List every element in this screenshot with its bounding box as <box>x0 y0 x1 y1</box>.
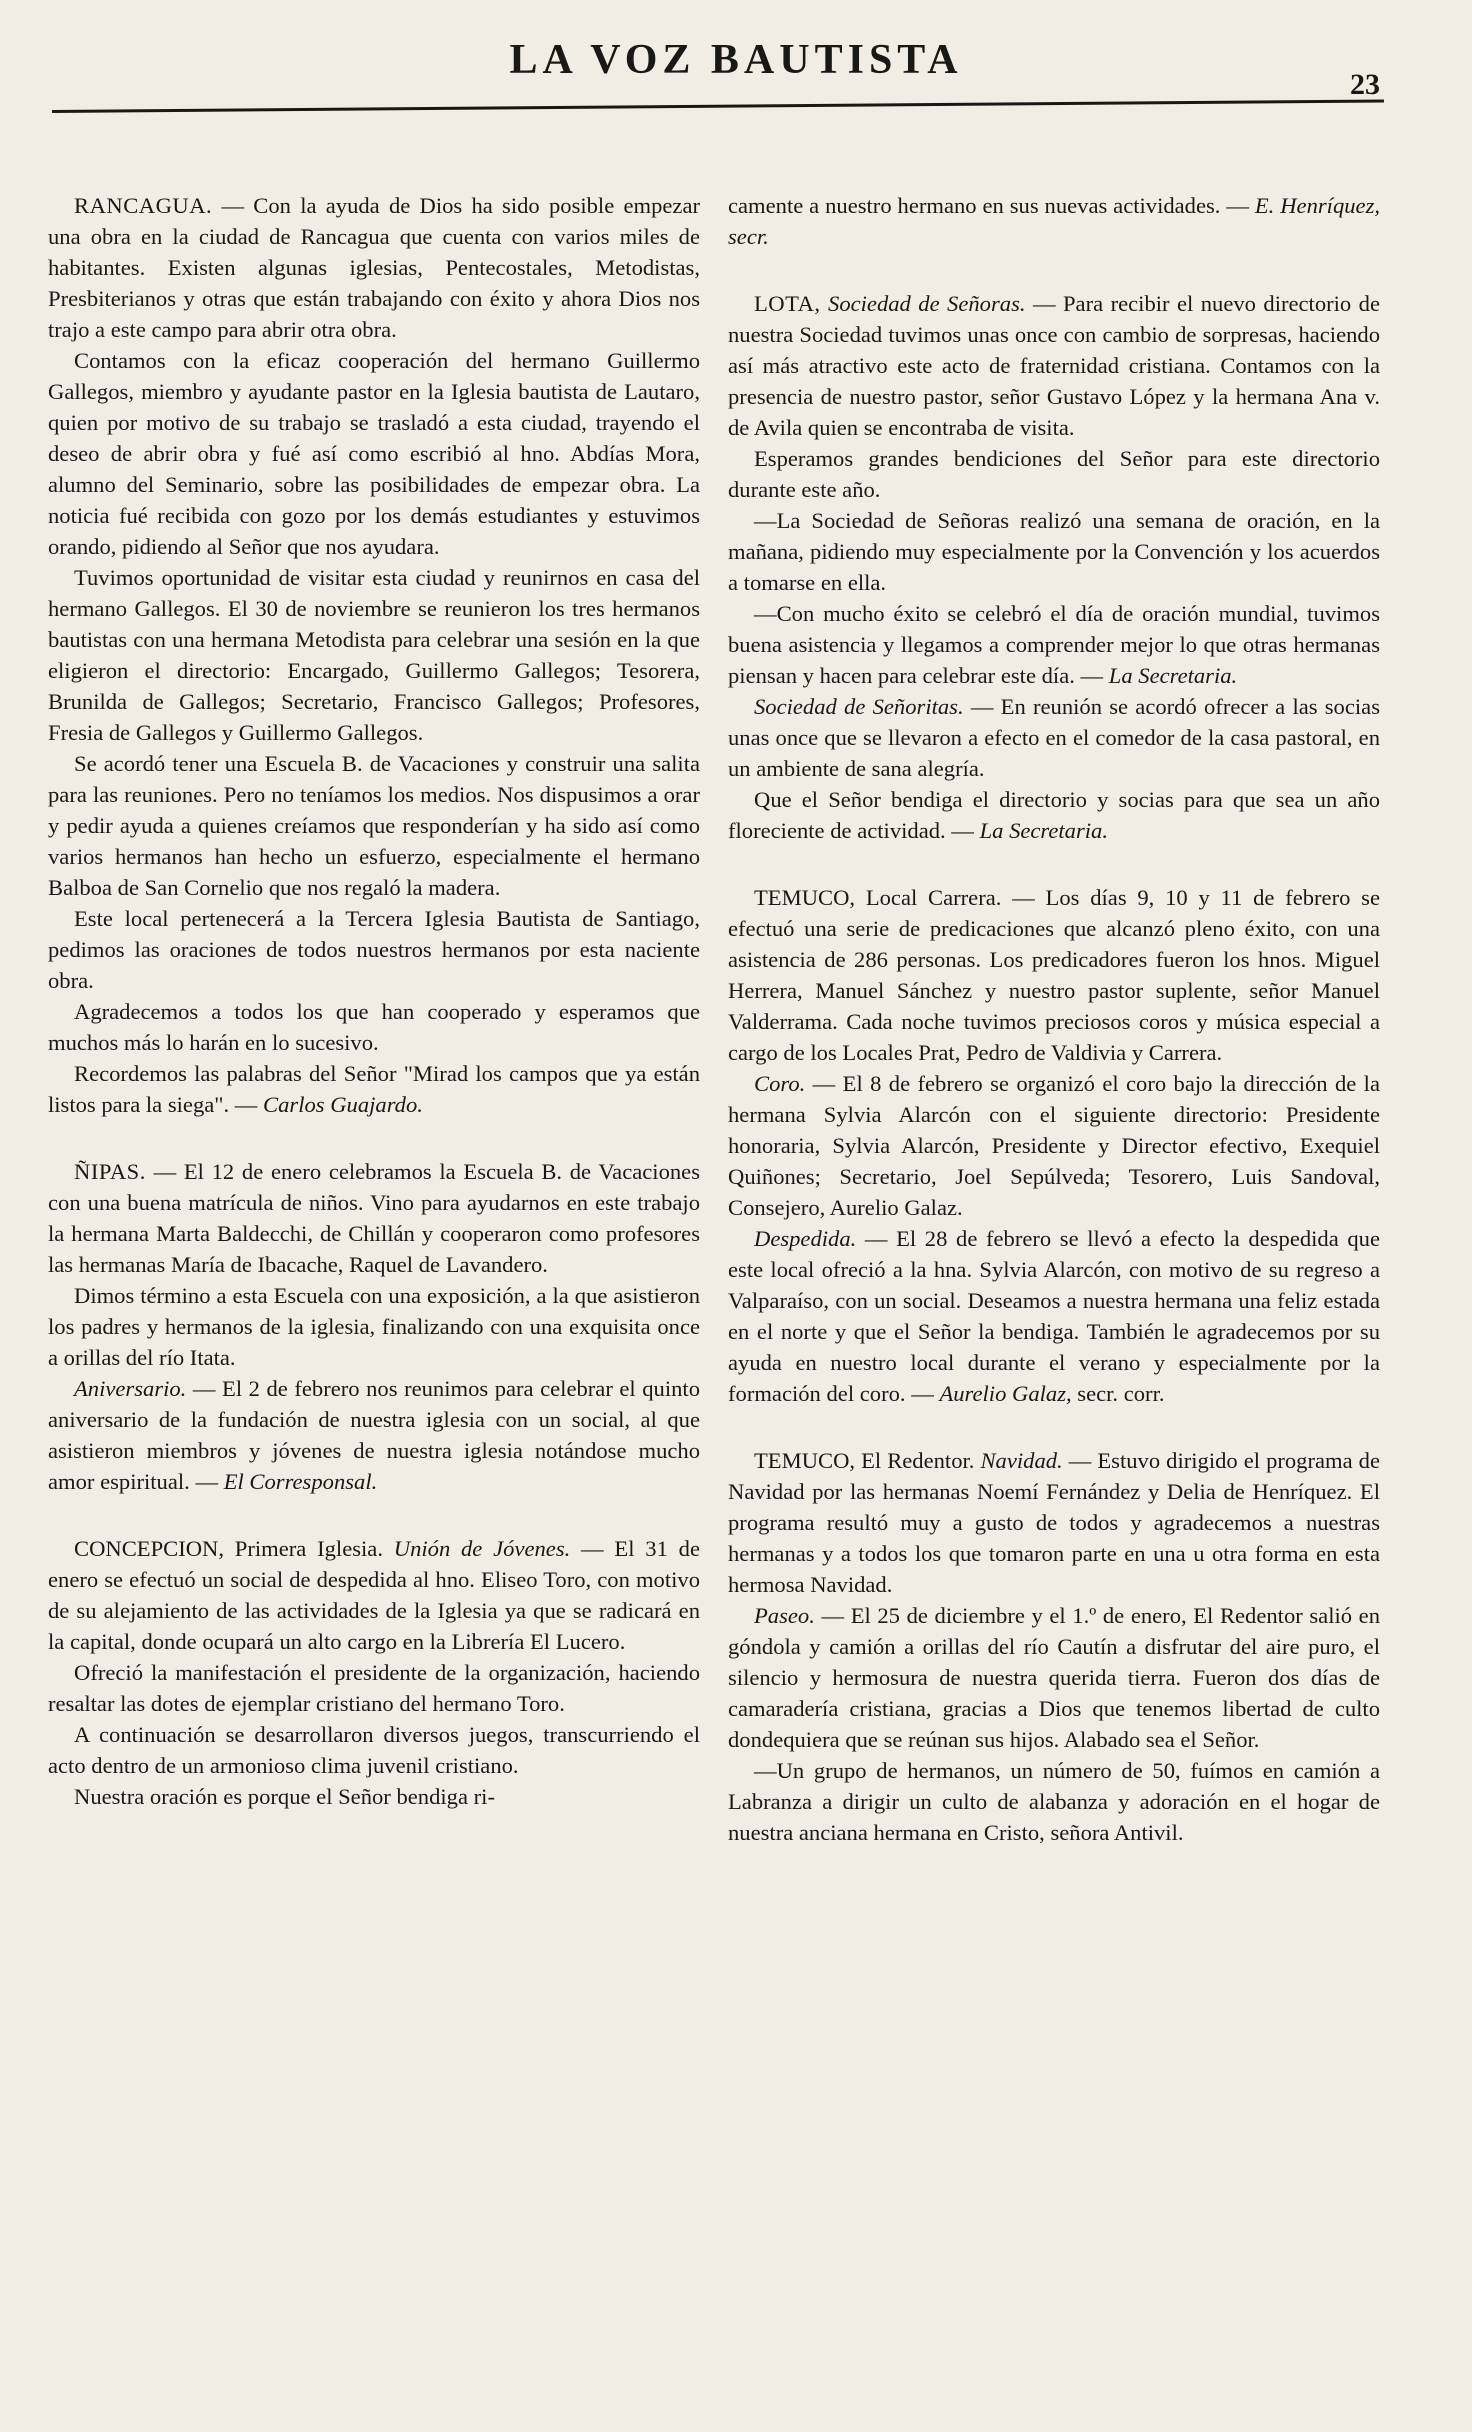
rancagua-heading: RANCAGUA. <box>74 193 213 218</box>
temuco-carrera-paragraph-1: TEMUCO, Local Carrera. — Los días 9, 10 y 11 de febrero se efectuó una serie de predicaciones que alcanzó pleno éxito, con una asistencia de 286 personas. Los predicadores fueron los hnos. Miguel Herrera, Manuel Sánchez y nuestro pastor suplente, señor Manuel Valderrama. Cada noche tuvimos preciosos coros y música especial a cargo de los Locales Prat, Pedro de Valdivia y Carrera. <box>728 885 1380 1065</box>
concepcion-paragraph-3: A continuación se desarrollaron diversos juegos, transcurriendo el acto dentro de un armonioso clima juvenil cristiano. <box>48 1722 700 1778</box>
page-number: 23 <box>1350 68 1380 101</box>
temuco-carrera-paragraph-3: Despedida. — El 28 de febrero se llevó a efecto la despedida que este local ofreció a la hna. Sylvia Alarcón, con motivo de su regreso a Valparaíso, con un social. Deseamos a nuestra hermana una feliz estada en el norte y que el Señor la bendiga. También le agradecemos por su ayuda en nuestro local durante el verano y especialmente por la formación del coro. — Aurelio Galaz, secr. corr. <box>728 1226 1380 1406</box>
temuco-redentor-paragraph-3: —Un grupo de hermanos, un número de 50, fuímos en camión a Labranza a dirigir un culto de alabanza y adoración en el hogar de nuestra anciana hermana en Cristo, señora Antivil. <box>728 1758 1380 1845</box>
lota-paragraph-1: LOTA, Sociedad de Señoras. — Para recibir el nuevo directorio de nuestra Sociedad tuvimos unas once con cambio de sorpresas, haciendo así más atractivo este acto de fraternidad cristiana. Contamos con la presencia de nuestro pastor, señor Gustavo López y la hermana Ana v. de Avila quien se encontraba de visita. <box>728 291 1380 440</box>
rancagua-paragraph-5: Este local pertenecerá a la Tercera Iglesia Bautista de Santiago, pedimos las oraciones de todos nuestros hermanos por esta naciente obra. <box>48 906 700 993</box>
rancagua-signature: Carlos Guajardo. <box>263 1092 423 1117</box>
nipas-paragraph-2: Dimos término a esta Escuela con una exposición, a la que asistieron los padres y hermanos de la iglesia, finalizando con una exquisita once a orillas del río Itata. <box>48 1283 700 1370</box>
concepcion-paragraph-1: CONCEPCION, Primera Iglesia. Unión de Jóvenes. — El 31 de enero se efectuó un social de despedida al hno. Eliseo Toro, con motivo de su alejamiento de las actividades de la Iglesia ya que se radicará en la capital, donde ocupará un alto cargo en la Librería El Lucero. <box>48 1536 700 1654</box>
lota-paragraph-3: —La Sociedad de Señoras realizó una semana de oración, en la mañana, pidiendo muy especialmente por la Convención y los acuerdos a tomarse en ella. <box>728 508 1380 595</box>
running-head <box>0 28 1472 108</box>
journal-title: LA VOZ BAUTISTA <box>509 37 963 83</box>
coro-label: Coro. <box>754 1071 806 1096</box>
union-label: Unión de Jóvenes. <box>393 1536 571 1561</box>
henriquez-signature: E. Henríquez, secr. <box>728 193 1381 249</box>
secretaria-signature: La Secretaria. <box>1108 663 1238 688</box>
section-gap <box>48 1497 700 1533</box>
temuco-redentor-paragraph-1: TEMUCO, El Redentor. Navidad. — Estuvo dirigido el programa de Navidad por las hermanas Noemí Fernández y Delia de Henríquez. El programa resultó muy a gusto de todos y agradecemos a nuestras hermanas y a todos los que tomaron parte en una u otra forma en esta hermosa Navidad. <box>728 1448 1380 1597</box>
navidad-label: Navidad. <box>980 1448 1063 1473</box>
paseo-label: Paseo. <box>754 1603 815 1628</box>
rancagua-paragraph-7: Recordemos las palabras del Señor "Mirad los campos que ya están listos para la siega". — Carlos Guajardo. <box>48 1061 700 1117</box>
rancagua-paragraph-3: Tuvimos oportunidad de visitar esta ciudad y reunirnos en casa del hermano Gallegos. El 30 de noviembre se reunieron los tres hermanos bautistas con una hermana Metodista para celebrar una sesión en la que eligieron el directorio: Encargado, Guillermo Gallegos; Tesorera, Brunilda de Gallegos; Secretario, Francisco Gallegos; Profesores, Fresia de Gallegos y Guillermo Gallegos. <box>48 565 700 745</box>
lota-paragraph-6: Que el Señor bendiga el directorio y socias para que sea un año floreciente de actividad. — La Secretaria. <box>728 787 1380 843</box>
concepcion-paragraph-2: Ofreció la manifestación el presidente de la organización, haciendo resaltar las dotes de ejemplar cristiano del hermano Toro. <box>48 1660 700 1716</box>
section-gap <box>728 1409 1380 1445</box>
temuco-carrera-paragraph-2: Coro. — El 8 de febrero se organizó el coro bajo la dirección de la hermana Sylvia Alarcón con el siguiente directorio: Presidente honoraria, Sylvia Alarcón, Presidente y Director efectivo, Exequiel Quiñones; Secretario, Joel Sepúlveda; Tesorero, Luis Sandoval, Consejero, Aurelio Galaz. <box>728 1071 1380 1220</box>
nipas-paragraph-3: Aniversario. — El 2 de febrero nos reunimos para celebrar el quinto aniversario de la fundación de nuestra iglesia con un social, al que asistieron miembros y jóvenes de nuestra iglesia notándose mucho amor espiritual. — El Corresponsal. <box>48 1376 700 1494</box>
rancagua-paragraph-2: Contamos con la eficaz cooperación del hermano Guillermo Gallegos, miembro y ayudante pastor en la Iglesia bautista de Lautaro, quien por motivo de su trabajo se trasladó a esta ciudad, trayendo el deseo de abrir obra y fué así como escribió al hno. Abdías Mora, alumno del Seminario, sobre las posibilidades de empezar obra. La noticia fué recibida con gozo por los demás estudiantes y estuvimos orando, pidiendo al Señor que nos ayudara. <box>48 348 700 559</box>
section-gap <box>728 252 1380 288</box>
nipas-heading: ÑIPAS. <box>74 1159 146 1184</box>
rancagua-paragraph-1: RANCAGUA. — Con la ayuda de Dios ha sido posible empezar una obra en la ciudad de Rancagua que cuenta con varios miles de habitantes. Existen algunas iglesias, Pentecostales, Metodistas, Presbiterianos y otras que están trabajando con éxito y ahora Dios nos trajo a este campo para abrir otra obra. <box>48 193 700 342</box>
lota-heading: LOTA, <box>754 291 821 316</box>
nipas-signature: El Corresponsal. <box>223 1469 378 1494</box>
temuco-redentor-paragraph-2: Paseo. — El 25 de diciembre y el 1.º de enero, El Redentor salió en góndola y camión a orillas del río Cautín a disfrutar del aire puro, el silencio y hermosura de nuestra querida tierra. Fueron dos días de camaradería cristiana, gracias a Dios que tenemos libertad de culto dondequiera que se reúnan sus hijos. Alabado sea el Señor. <box>728 1603 1380 1752</box>
concepcion-paragraph-4: Nuestra oración es porque el Señor bendiga ri- <box>74 1784 495 1809</box>
aniversario-label: Aniversario. <box>74 1376 187 1401</box>
right-column <box>728 190 1380 1848</box>
section-gap <box>728 846 1380 882</box>
continued-paragraph: camente a nuestro hermano en sus nuevas actividades. — E. Henríquez, secr. <box>728 193 1381 249</box>
temuco-redentor-heading: TEMUCO, El Redentor. <box>754 1448 975 1473</box>
left-column <box>48 190 700 1812</box>
header-rule <box>52 100 1384 113</box>
lota-paragraph-5: Sociedad de Señoritas. — En reunión se acordó ofrecer a las socias unas once que se llevaron a efecto en el comedor de la casa pastoral, en un ambiente de sana alegría. <box>728 694 1380 781</box>
secretaria-signature-2: La Secretaria. <box>979 818 1108 843</box>
nipas-paragraph-1: ÑIPAS. — El 12 de enero celebramos la Escuela B. de Vacaciones con una buena matrícula de niños. Vino para ayudarnos en este trabajo la hermana Marta Baldecchi, de Chillán y cooperaron como profesores las hermanas María de Ibacache, Raquel de Lavandero. <box>48 1159 700 1277</box>
lota-paragraph-2: Esperamos grandes bendiciones del Señor para este directorio durante este año. <box>728 446 1380 502</box>
lota-paragraph-4: —Con mucho éxito se celebró el día de oración mundial, tuvimos buena asistencia y llegamos a comprender mejor lo que otras hermanas piensan y hacen para celebrar este día. — La Secretaria. <box>728 601 1380 688</box>
concepcion-heading: CONCEPCION, Primera Iglesia. <box>74 1536 383 1561</box>
rancagua-paragraph-6: Agradecemos a todos los que han cooperado y esperamos que muchos más lo harán en lo sucesivo. <box>48 999 700 1055</box>
sociedad-senoritas-label: Sociedad de Señoritas. <box>754 694 964 719</box>
despedida-label: Despedida. <box>754 1226 857 1251</box>
rancagua-paragraph-4: Se acordó tener una Escuela B. de Vacaciones y construir una salita para las reuniones. Pero no teníamos los medios. Nos dispusimos a orar y pedir ayuda a quienes creíamos que responderían y ha sido así como varios hermanos han hecho un esfuerzo, especialmente el hermano Balboa de San Cornelio que nos regaló la madera. <box>48 751 700 900</box>
temuco-carrera-heading: TEMUCO, Local Carrera. <box>754 885 1002 910</box>
galaz-signature: Aurelio Galaz, <box>939 1381 1072 1406</box>
section-gap <box>48 1120 700 1156</box>
sociedad-senoras-label: Sociedad de Señoras. <box>828 291 1026 316</box>
